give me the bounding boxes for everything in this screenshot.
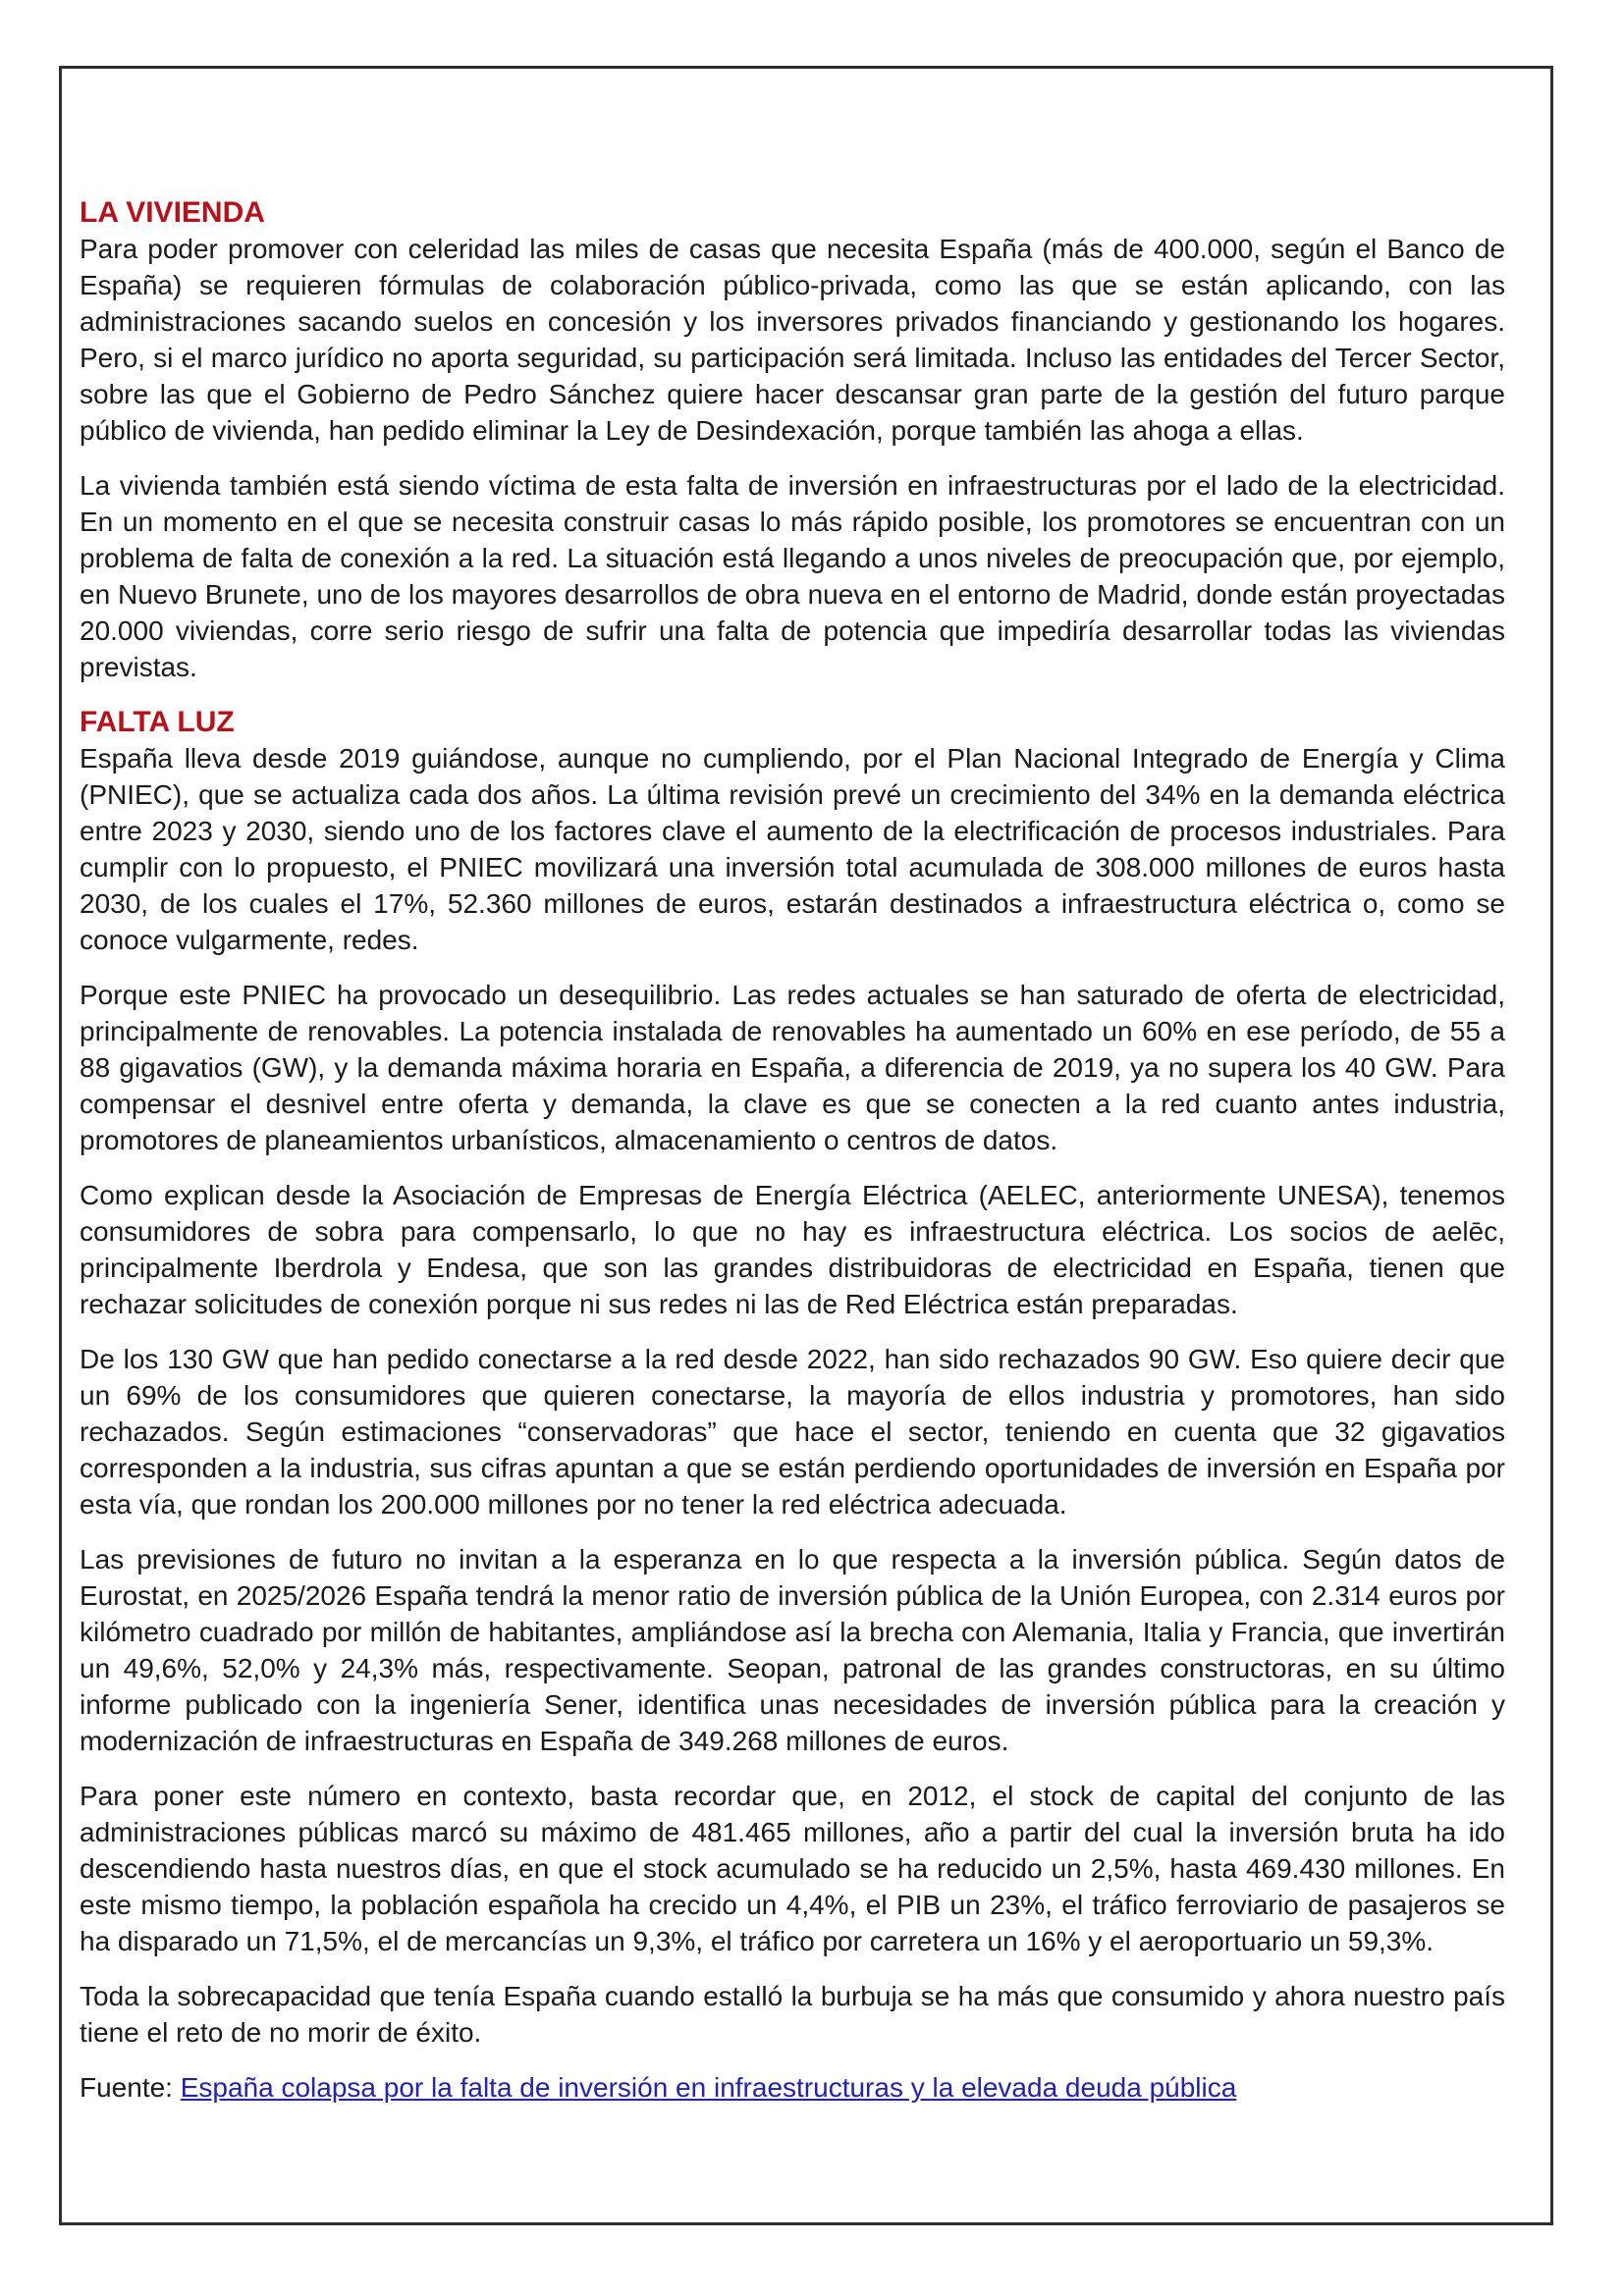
- paragraph-falta-luz-5: Las previsiones de futuro no invitan a la esperanza en lo que respecta a la inversión pública. Según datos de Eurostat, en 2025/2026 España tendrá la menor ratio de inversión pública de la Unión Europea, con 2.314 euros por kilómetro cuadrado por millón de habitantes, ampliándose así la brecha con Alemania, Italia y Francia, que invertirán un 49,6%, 52,0% y 24,3% más, respectivamente. Seopan, patronal de las grandes constructoras, en su último informe publicado con la ingeniería Sener, identifica unas necesidades de inversión pública para la creación y modernización de infraestructuras en España de 349.268 millones de euros.: [80, 1544, 1505, 1756]
- source-link[interactable]: España colapsa por la falta de inversión en infraestructuras y la elevada deuda pública: [180, 2072, 1237, 2103]
- section-heading-falta-luz: FALTA LUZ: [80, 706, 235, 738]
- paragraph-falta-luz-7: Toda la sobrecapacidad que tenía España cuando estalló la burbuja se ha más que consumido y ahora nuestro país tiene el reto de no morir de éxito.: [80, 1981, 1505, 2048]
- section-heading-la-vivienda: LA VIVIENDA: [80, 196, 265, 229]
- paragraph-falta-luz-1: España lleva desde 2019 guiándose, aunque no cumpliendo, por el Plan Nacional Integrado de Energía y Clima (PNIEC), que se actualiza cada dos años. La última revisión prevé un crecimiento del 34% en la demanda eléctrica entre 2023 y 2030, siendo uno de los factores clave el aumento de la electrificación de procesos industriales. Para cumplir con lo propuesto, el PNIEC movilizará una inversión total acumulada de 308.000 millones de euros hasta 2030, de los cuales el 17%, 52.360 millones de euros, estarán destinados a infraestructura eléctrica o, como se conoce vulgarmente, redes.: [80, 743, 1505, 955]
- paragraph-falta-luz-2: Porque este PNIEC ha provocado un desequilibrio. Las redes actuales se han saturado de oferta de electricidad, principalmente de renovables. La potencia instalada de renovables ha aumentado un 60% en ese período, de 55 a 88 gigavatios (GW), y la demanda máxima horaria en España, a diferencia de 2019, ya no supera los 40 GW. Para compensar el desnivel entre oferta y demanda, la clave es que se conecten a la red cuanto antes industria, promotores de planeamientos urbanísticos, almacenamiento o centros de datos.: [80, 980, 1505, 1155]
- page-frame: [59, 66, 1553, 2225]
- source-line: [80, 2069, 1505, 2106]
- paragraph-vivienda-1: Para poder promover con celeridad las miles de casas que necesita España (más de 400.000, según el Banco de España) se requieren fórmulas de colaboración público-privada, como las que se están aplicando, con las administraciones sacando suelos en concesión y los inversores privados financiando y gestionando los hogares. Pero, si el marco jurídico no aporta seguridad, su participación será limitada. Incluso las entidades del Tercer Sector, sobre las que el Gobierno de Pedro Sánchez quiere hacer descansar gran parte de la gestión del futuro parque público de vivienda, han pedido eliminar la Ley de Desindexación, porque también las ahoga a ellas.: [80, 234, 1505, 446]
- paragraph-falta-luz-4: De los 130 GW que han pedido conectarse a la red desde 2022, han sido rechazados 90 GW. Eso quiere decir que un 69% de los consumidores que quieren conectarse, la mayoría de ellos industria y promotores, han sido rechazados. Según estimaciones “conservadoras” que hace el sector, teniendo en cuenta que 32 gigavatios corresponden a la industria, sus cifras apuntan a que se están perdiendo oportunidades de inversión en España por esta vía, que rondan los 200.000 millones por no tener la red eléctrica adecuada.: [80, 1344, 1505, 1520]
- source-label: Fuente:: [80, 2072, 181, 2103]
- paragraph-falta-luz-3: Como explican desde la Asociación de Empresas de Energía Eléctrica (AELEC, anteriormente UNESA), tenemos consumidores de sobra para compensarlo, lo que no hay es infraestructura eléctrica. Los socios de aelēc, principalmente Iberdrola y Endesa, que son las grandes distribuidoras de electricidad en España, tienen que rechazar solicitudes de conexión porque ni sus redes ni las de Red Eléctrica están preparadas.: [80, 1180, 1505, 1319]
- article-content: [62, 69, 1550, 2106]
- paragraph-vivienda-2: La vivienda también está siendo víctima de esta falta de inversión en infraestructuras por el lado de la electricidad. En un momento en el que se necesita construir casas lo más rápido posible, los promotores se encuentran con un problema de falta de conexión a la red. La situación está llegando a unos niveles de preocupación que, por ejemplo, en Nuevo Brunete, uno de los mayores desarrollos de obra nueva en el entorno de Madrid, donde están proyectadas 20.000 viviendas, corre serio riesgo de sufrir una falta de potencia que impediría desarrollar todas las viviendas previstas.: [80, 470, 1505, 682]
- paragraph-falta-luz-6: Para poner este número en contexto, basta recordar que, en 2012, el stock de capital del conjunto de las administraciones públicas marcó su máximo de 481.465 millones, año a partir del cual la inversión bruta ha ido descendiendo hasta nuestros días, en que el stock acumulado se ha reducido un 2,5%, hasta 469.430 millones. En este mismo tiempo, la población española ha crecido un 4,4%, el PIB un 23%, el tráfico ferroviario de pasajeros se ha disparado un 71,5%, el de mercancías un 9,3%, el tráfico por carretera un 16% y el aeroportuario un 59,3%.: [80, 1781, 1505, 1956]
